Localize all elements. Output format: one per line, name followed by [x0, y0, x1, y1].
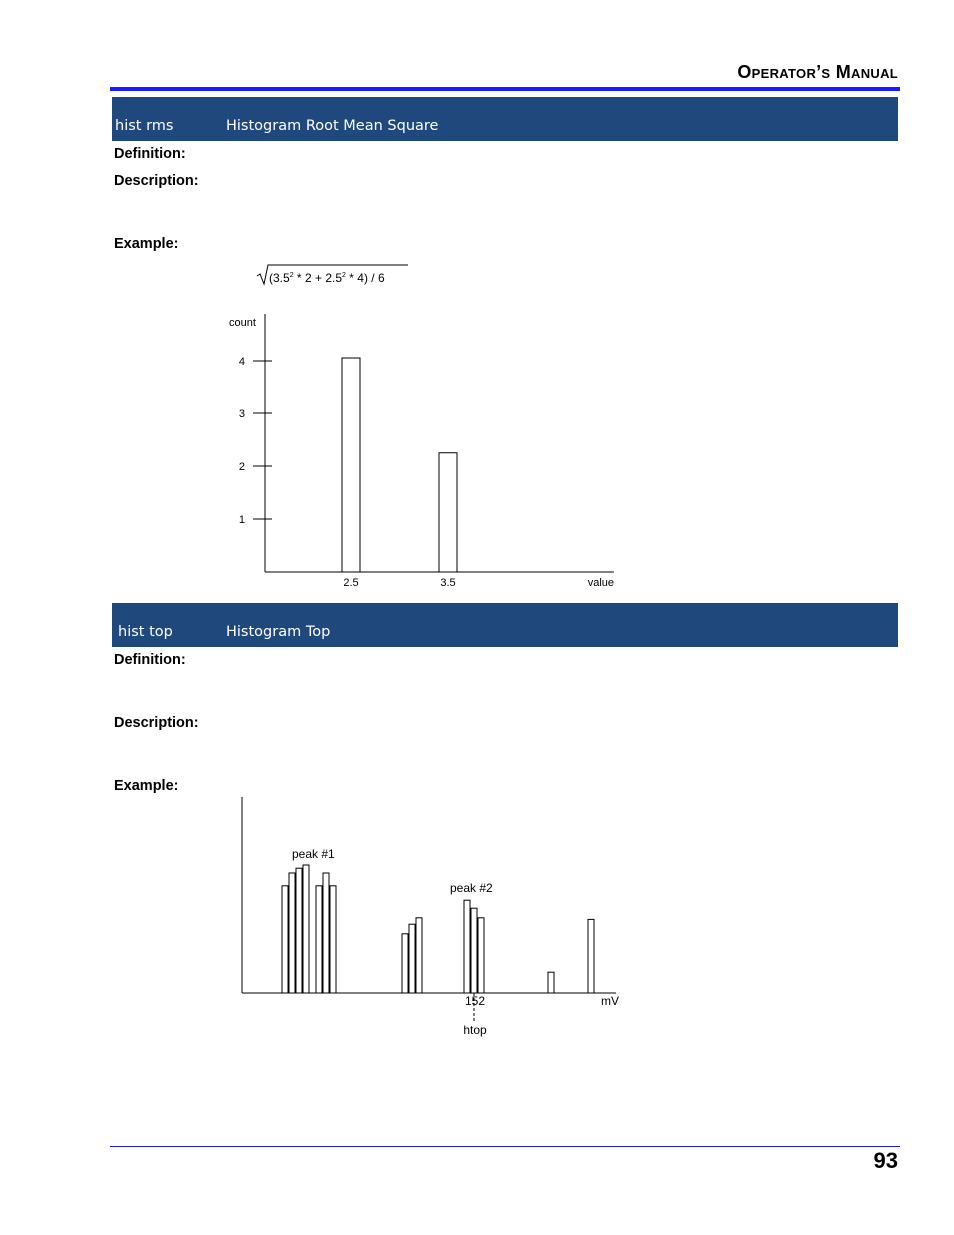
histogram-bar: [330, 886, 336, 993]
histogram-bar: [471, 908, 477, 993]
x-tick-label: 3.5: [440, 577, 456, 589]
histogram-bar: [303, 865, 309, 993]
y-tick-label: 3: [238, 408, 245, 420]
y-axis-label: count: [229, 317, 256, 329]
formula-a-exp: 2: [289, 272, 294, 279]
histogram-rms-chart: [220, 308, 620, 598]
bar-2.5: [342, 358, 360, 572]
description-label: Description:: [114, 173, 199, 189]
formula-b-mult: 4: [357, 271, 364, 285]
definition-label: Definition:: [114, 146, 186, 162]
description-label: Description:: [114, 715, 199, 731]
htop-label: htop: [463, 1023, 487, 1037]
x-axis-label: mV: [601, 994, 619, 1008]
header-title: Operator’s Manual: [737, 62, 898, 82]
header-rule: [110, 87, 900, 91]
svg-text:(3.52 * 2 + 2.52 * 4) / 6: $(3.5^2 * 2 + 2.5^2 * 4) / 6$: [269, 271, 385, 285]
peak-1-label: peak #1: [292, 847, 335, 861]
histogram-bar: [282, 886, 288, 993]
definition-label: Definition:: [114, 652, 186, 668]
section-command: hist top: [118, 624, 173, 640]
x-tick-label: 152: [464, 994, 486, 1008]
page-number: 93: [873, 1148, 898, 1173]
histogram-bar: [289, 873, 295, 993]
peak-2-label: peak #2: [450, 881, 493, 895]
histogram-bar: [316, 886, 322, 993]
formula-b: 2.5: [325, 271, 342, 285]
histogram-bar: [588, 919, 594, 993]
section-bar-hist-top: [112, 603, 898, 647]
histogram-bar: [478, 918, 484, 993]
footer-rule: [110, 1146, 900, 1147]
formula-divisor: 6: [377, 271, 385, 285]
bar-3.5: [439, 453, 457, 572]
section-name: Histogram Top: [226, 624, 331, 640]
y-tick-label: 2: [238, 461, 245, 473]
histogram-bar: [464, 900, 470, 993]
histogram-bar: [416, 918, 422, 993]
x-axis-label: value: [587, 577, 614, 589]
formula-b-exp: 2: [342, 272, 346, 279]
x-tick-label: 2.5: [343, 577, 359, 589]
y-tick-label: 4: [238, 356, 245, 368]
rms-formula: [255, 262, 415, 288]
formula-a: 3.5: [273, 271, 290, 285]
histogram-bar: [296, 868, 302, 993]
histogram-bar: [548, 972, 554, 993]
section-command: hist rms: [115, 118, 174, 134]
histogram-bar: [409, 924, 415, 993]
example-label: Example:: [114, 778, 179, 794]
section-name: Histogram Root Mean Square: [226, 118, 439, 134]
formula-a-mult: 2: [304, 271, 312, 285]
histogram-bar: [323, 873, 329, 993]
histogram-top-chart: [230, 795, 630, 1045]
histogram-bar: [402, 934, 408, 993]
section-bar-hist-rms: [112, 97, 898, 141]
y-tick-label: 1: [238, 514, 245, 526]
example-label: Example:: [114, 236, 179, 252]
